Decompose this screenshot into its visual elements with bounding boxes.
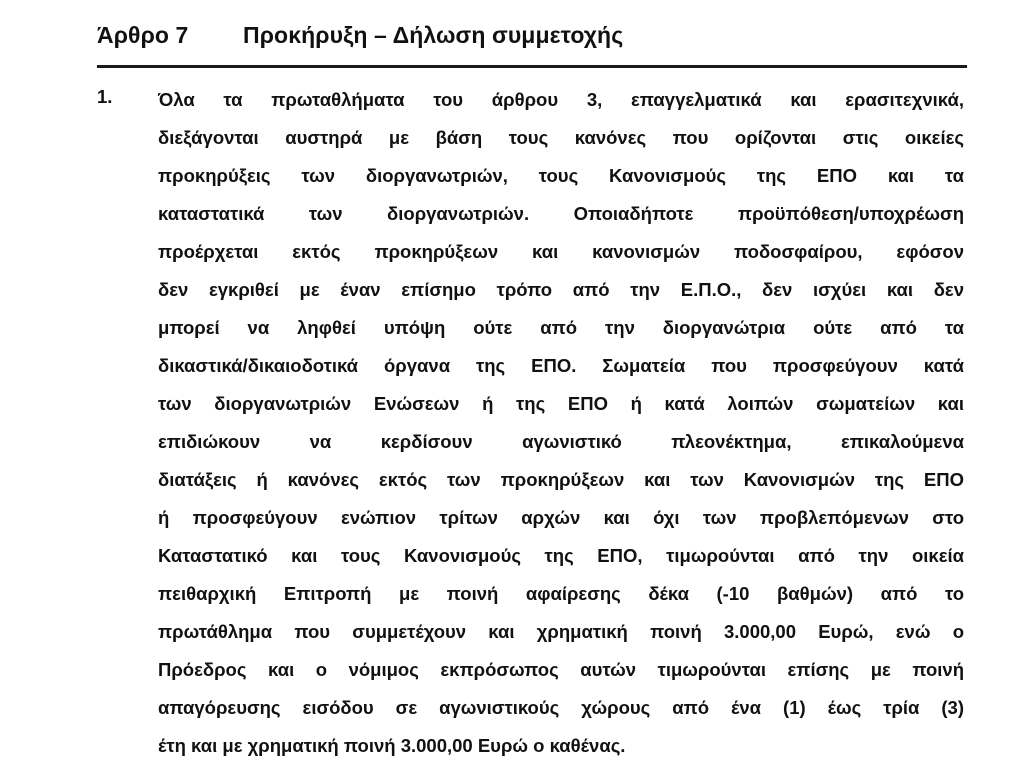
paragraph-line: ή προσφεύγουν ενώπιον τρίτων αρχών και όχι των προβλεπόμενων στο — [158, 507, 964, 528]
paragraph-line: καταστατικά των διοργανωτριών. Οποιαδήποτε προϋπόθεση/υποχρέωση — [158, 203, 964, 224]
paragraph-line: των διοργανωτριών Ενώσεων ή της ΕΠΟ ή κατά λοιπών σωματείων και — [158, 393, 964, 414]
paragraph-line: προκηρύξεις των διοργανωτριών, τους Κανονισμούς της ΕΠΟ και τα — [158, 165, 964, 186]
paragraph-line: Καταστατικό και τους Κανονισμούς της ΕΠΟ, τιμωρούνται από την οικεία — [158, 545, 964, 566]
paragraph-line: Όλα τα πρωταθλήματα του άρθρου 3, επαγγελματικά και ερασιτεχνικά, — [158, 89, 964, 110]
paragraph-number: 1. — [97, 86, 113, 107]
article-heading — [97, 22, 623, 49]
paragraph-line: διεξάγονται αυστηρά με βάση τους κανόνες που ορίζονται στις οικείες — [158, 127, 964, 148]
paragraph-line: προέρχεται εκτός προκηρύξεων και κανονισμών ποδοσφαίρου, εφόσον — [158, 241, 964, 262]
paragraph-line: έτη και με χρηματική ποινή 3.000,00 Ευρώ ο καθένας. — [158, 735, 626, 756]
article-number: Άρθρο 7 — [97, 22, 189, 48]
article-title: Προκήρυξη – Δήλωση συμμετοχής — [243, 22, 624, 48]
paragraph-body — [158, 86, 964, 770]
paragraph-line: διατάξεις ή κανόνες εκτός των προκηρύξεων και των Κανονισμών της ΕΠΟ — [158, 469, 964, 490]
paragraph-line: μπορεί να ληφθεί υπόψη ούτε από την διοργανώτρια ούτε από τα — [158, 317, 964, 338]
paragraph-line: δεν εγκριθεί με έναν επίσημο τρόπο από την Ε.Π.Ο., δεν ισχύει και δεν — [158, 279, 964, 300]
paragraph-line: πειθαρχική Επιτροπή με ποινή αφαίρεσης δέκα (-10 βαθμών) από το — [158, 583, 964, 604]
paragraph-line: πρωτάθλημα που συμμετέχουν και χρηματική ποινή 3.000,00 Ευρώ, ενώ ο — [158, 621, 964, 642]
paragraph-line: Πρόεδρος και ο νόμιμος εκπρόσωπος αυτών τιμωρούνται επίσης με ποινή — [158, 659, 964, 680]
paragraph-line: επιδιώκουν να κερδίσουν αγωνιστικό πλεονέκτημα, επικαλούμενα — [158, 431, 964, 452]
paragraph-line: απαγόρευσης εισόδου σε αγωνιστικούς χώρους από ένα (1) έως τρία (3) — [158, 697, 964, 718]
heading-divider — [97, 65, 967, 68]
paragraph-line: δικαστικά/δικαιοδοτικά όργανα της ΕΠΟ. Σωματεία που προσφεύγουν κατά — [158, 355, 964, 376]
